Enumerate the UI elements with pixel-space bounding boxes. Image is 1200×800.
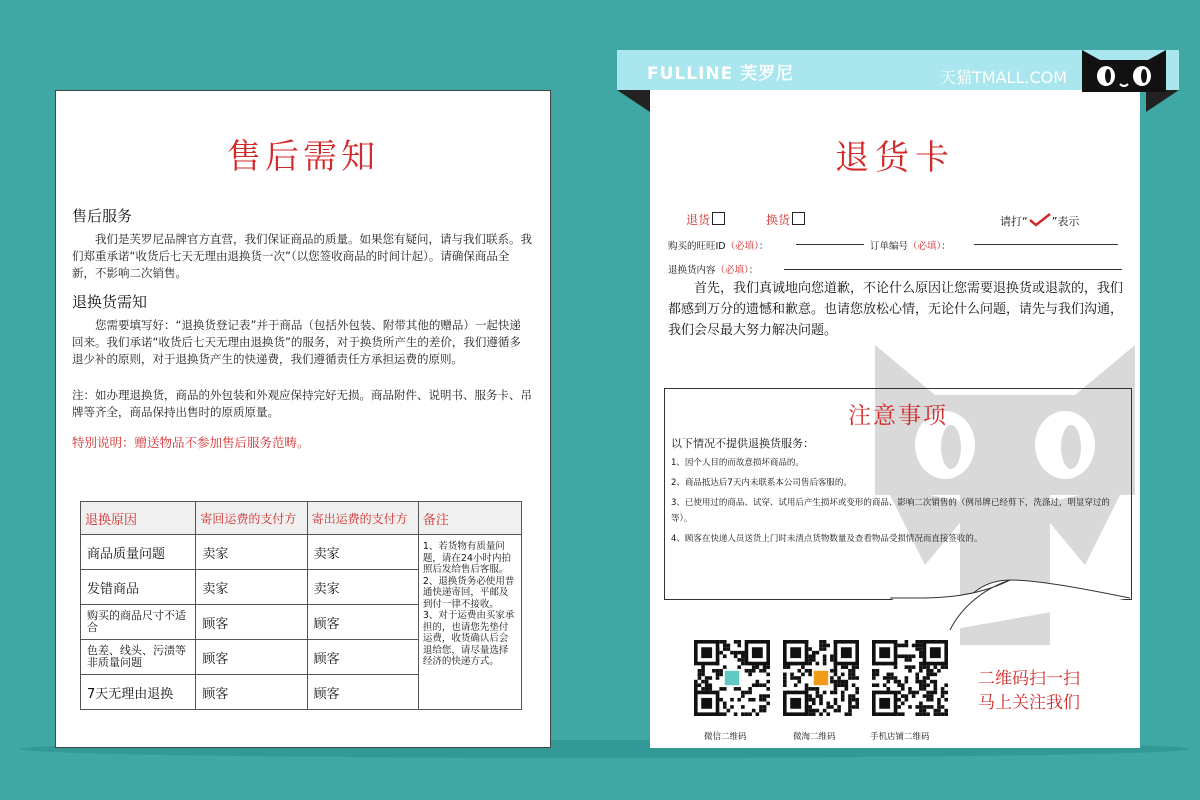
wechat-qr-label: 微信二维码 [704, 732, 747, 742]
ribbon-fold-left [617, 90, 650, 112]
order-number-input[interactable] [974, 244, 1118, 245]
notice-item: 2、商品抵达后7天内未联系本公司售后客服的。 [671, 478, 852, 488]
table-cell: 顾客 [307, 605, 418, 640]
after-sales-title: 售后需知 [227, 137, 379, 177]
table-cell: 卖家 [196, 535, 307, 570]
weitao-qr-label: 微淘二维码 [793, 732, 836, 742]
special-note: 特别说明：赠送物品不参加售后服务范畴。 [72, 435, 310, 450]
table-header: 寄回运费的支付方 [196, 502, 307, 535]
exchange-heading: 退换货需知 [72, 293, 148, 311]
required-mark: （必填） [908, 241, 942, 252]
weitao-qr-icon[interactable] [783, 640, 859, 716]
table-cell: 顾客 [307, 640, 418, 675]
tmall-label: 天猫TMALL.COM [940, 68, 1068, 87]
service-text: 我们是芙罗尼品牌官方直营，我们保证商品的质量。如果您有疑问，请与我们联系。我们郑重承诺“收货后七天无理由退换货一次”（以您签收商品的时间计起）。请确保商品全新，不影响二次销售。 [72, 232, 532, 280]
exchange-option-label: 换货 [766, 213, 791, 227]
wechat-qr-icon[interactable] [694, 640, 770, 716]
order-field-label: 订单编号（必填）： [870, 241, 951, 252]
service-heading: 售后服务 [72, 207, 133, 225]
return-reason-table [80, 501, 522, 710]
return-content-input[interactable] [784, 269, 1122, 270]
note-text: 注：如办理退换货，商品的外包装和外观应保持完好无损。商品附件、说明书、服务卡、吊牌等齐全，商品保持出售时的原质原量。 [72, 388, 532, 419]
table-cell: 7天无理由退换 [81, 675, 196, 710]
table-cell: 顾客 [196, 640, 307, 675]
check-hint-suffix: ”表示 [1051, 215, 1080, 228]
exchange-option[interactable] [766, 211, 805, 228]
brand-name: FULLINE 芙罗尼 [647, 64, 795, 84]
notice-item: 1、因个人目的而故意损坏商品的。 [671, 458, 804, 468]
table-header: 备注 [418, 502, 521, 535]
return-option[interactable] [686, 211, 725, 228]
return-card [650, 50, 1140, 748]
table-cell: 顾客 [307, 675, 418, 710]
page-curl-icon [890, 520, 1130, 630]
order-label: 订单编号 [870, 241, 909, 252]
table-cell: 发错商品 [81, 570, 196, 605]
table-cell: 顾客 [196, 675, 307, 710]
table-cell: 色差、线头、污渍等非质量问题 [81, 640, 196, 675]
notice-title: 注意事项 [848, 403, 948, 429]
check-hint-prefix: 请打“ [1000, 215, 1028, 228]
exchange-text: 您需要填写好：“退换货登记表”并于商品（包括外包装、附带其他的赠品）一起快递回来。我们承诺“收货后七天无理由退换货”的服务，对于换货所产生的差价，我们遵循多退少补的原则，对于退换货产生的快递费，我们遵循责任方承担运费的原则。 [72, 318, 521, 366]
checkmark-icon [1028, 213, 1052, 227]
wangwang-label: 购买的旺旺ID [668, 241, 726, 252]
table-row [81, 535, 522, 570]
notice-item: 4、顾客在快递人员送货上门时未清点货物数量及查看物品受损情况而直接签收的。 [671, 534, 983, 544]
mobile-shop-qr-label: 手机店铺二维码 [870, 732, 930, 742]
table-cell: 卖家 [307, 570, 418, 605]
tmall-cat-logo-icon [1080, 48, 1168, 94]
exchange-checkbox[interactable] [792, 212, 805, 225]
scan-line2: 马上关注我们 [978, 693, 1080, 713]
return-option-label: 退货 [686, 213, 711, 227]
return-checkbox[interactable] [712, 212, 725, 225]
required-mark: （必填） [715, 265, 749, 276]
notice-intro: 以下情况不提供退换货服务： [671, 437, 814, 450]
table-cell: 购买的商品尺寸不适合 [81, 605, 196, 640]
table-remarks: 1、若货物有质量问题，请在24小时内拍照后发给售后客服。 2、退换货务必使用普通快递寄回，平邮及到付一律不接收。 3、对于运费由买家承担的，也请您先垫付运费，收货确认后会退给您，请尽量选择经济的快递方式。 [418, 535, 521, 710]
scan-line1: 二维码扫一扫 [978, 669, 1080, 689]
table-header: 退换原因 [81, 502, 196, 535]
table-header-row [81, 502, 522, 535]
table-cell: 卖家 [307, 535, 418, 570]
table-cell: 商品质量问题 [81, 535, 196, 570]
notice-item: 3、已使用过的商品、试穿、试用后产生损坏或变形的商品、影响二次销售的（例吊牌已经剪下，洗涤过，明显穿过的等）。 [671, 498, 1110, 524]
apology-text: 首先，我们真诚地向您道歉，不论什么原因让您需要退换货或退款的，我们都感到万分的遗憾和歉意。也请您放松心情，无论什么问题，请先与我们沟通，我们会尽最大努力解决问题。 [668, 281, 1124, 338]
check-hint [1000, 213, 1079, 229]
after-sales-card [55, 90, 551, 748]
return-card-title: 退货卡 [835, 138, 955, 178]
wangwang-field-label: 购买的旺旺ID（必填）： [668, 241, 769, 252]
content-label: 退换货内容 [668, 265, 716, 276]
mobile-shop-qr-icon[interactable] [872, 640, 948, 716]
table-header: 寄出运费的支付方 [307, 502, 418, 535]
table-cell: 顾客 [196, 605, 307, 640]
required-mark: （必填） [725, 241, 759, 252]
content-field-label: 退换货内容（必填）： [668, 265, 759, 276]
table-cell: 卖家 [196, 570, 307, 605]
wangwang-input[interactable] [796, 244, 864, 245]
